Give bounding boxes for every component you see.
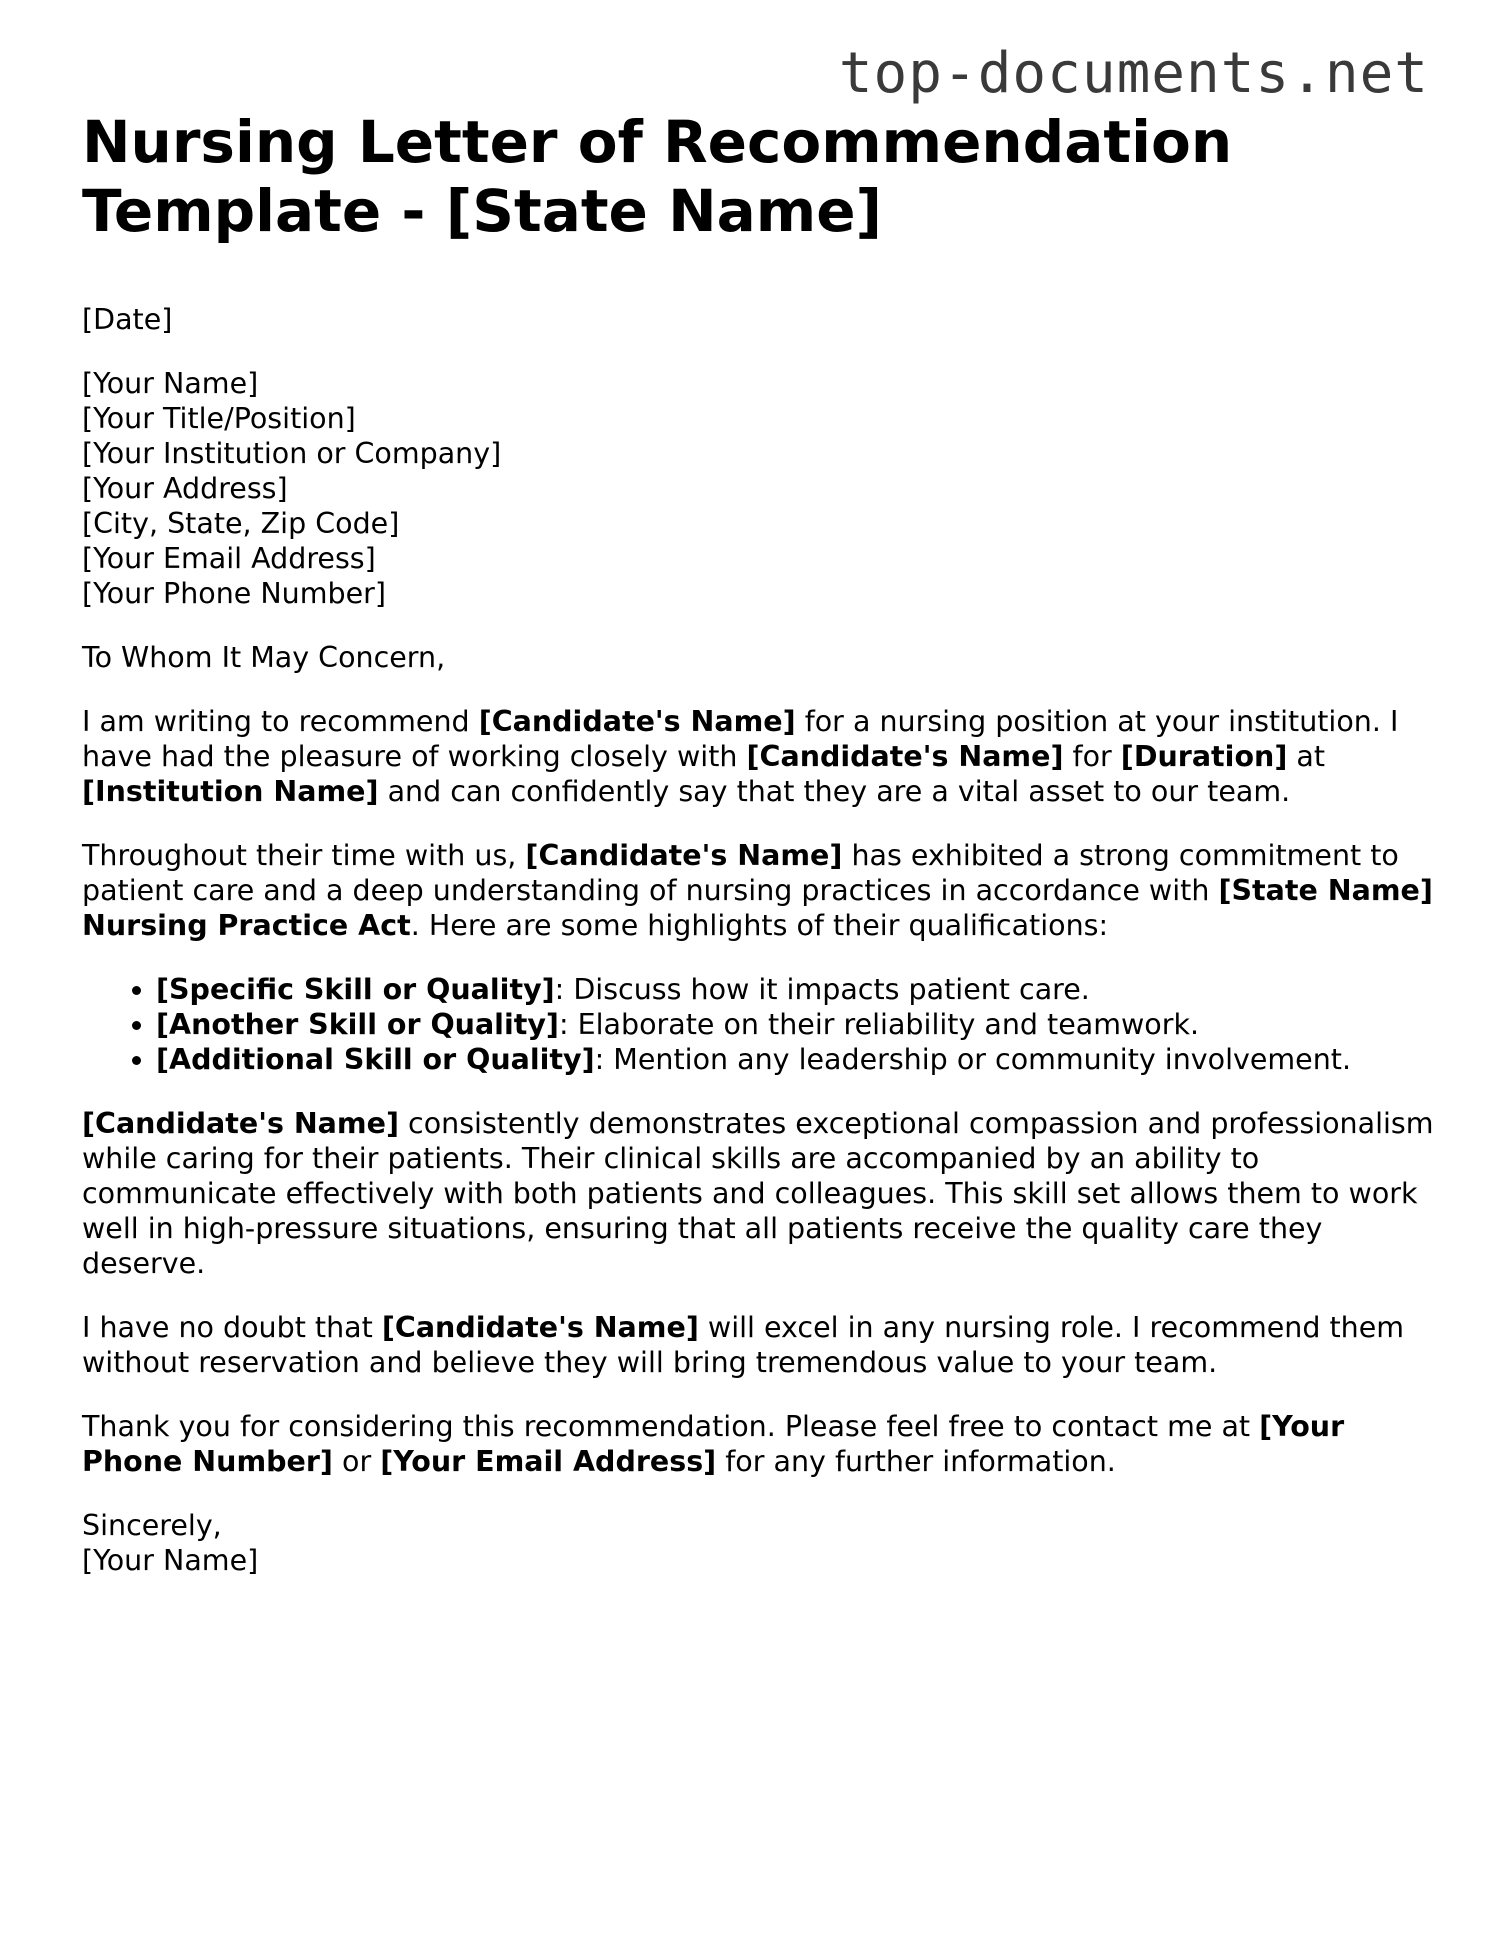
list-item: • [Specific Skill or Quality]: Discuss how it impacts patient care. [156,972,1442,1007]
sender-phone: [Your Phone Number] [82,577,386,610]
list-item: • [Additional Skill or Quality]: Mention any leadership or community involvement. [156,1042,1442,1077]
watermark: top-documents.net [838,41,1429,106]
paragraph-compassion: [Candidate's Name] consistently demonstrates exceptional compassion and professionalism while caring for their patients. Their clinical skills are accompanied by an ability to communicate effectively with both patients and colleagues. This skill set allows them to work well in high-pressure situations, ensuring that all patients receive the quality care they deserve. [82,1107,1434,1280]
sender-email: [Your Email Address] [82,542,376,575]
letter-body [82,302,1442,1578]
list-item: • [Another Skill or Quality]: Elaborate on their reliability and teamwork. [156,1007,1442,1042]
closing-block [82,1508,1442,1578]
paragraph-endorsement: I have no doubt that [Candidate's Name] will excel in any nursing role. I recommend them without reservation and believe they will bring tremendous value to your team. [82,1311,1405,1379]
page-title: Nursing Letter of Recommendation Template - [State Name] [82,108,1233,245]
closing: Sincerely, [82,1509,222,1542]
paragraph-commitment: Throughout their time with us, [Candidate's Name] has exhibited a strong commitment to patient care and a deep understanding of nursing practices in accordance with [State Name] Nursing Practice Act. Here are some highlights of their qualifications: [82,839,1433,942]
paragraph-intro: I am writing to recommend [Candidate's Name] for a nursing position at your institution. I have had the pleasure of working closely with [Candidate's Name] for [Duration] at [Institution Name] and can confidently say that they are a vital asset to our team. [82,705,1399,808]
sender-address: [Your Address] [82,472,288,505]
qualifications-list [82,972,1442,1077]
sender-name: [Your Name] [82,367,259,400]
signature: [Your Name] [82,1544,259,1577]
salutation: To Whom It May Concern, [82,641,446,674]
sender-institution: [Your Institution or Company] [82,437,502,470]
sender-title: [Your Title/Position] [82,402,356,435]
sender-city: [City, State, Zip Code] [82,507,400,540]
paragraph-thanks: Thank you for considering this recommendation. Please feel free to contact me at [Your Phone Number] or [Your Email Address] for any further information. [82,1410,1345,1478]
date-line: [Date] [82,303,173,336]
sender-block [82,366,1442,611]
letter-page [82,108,1442,1607]
